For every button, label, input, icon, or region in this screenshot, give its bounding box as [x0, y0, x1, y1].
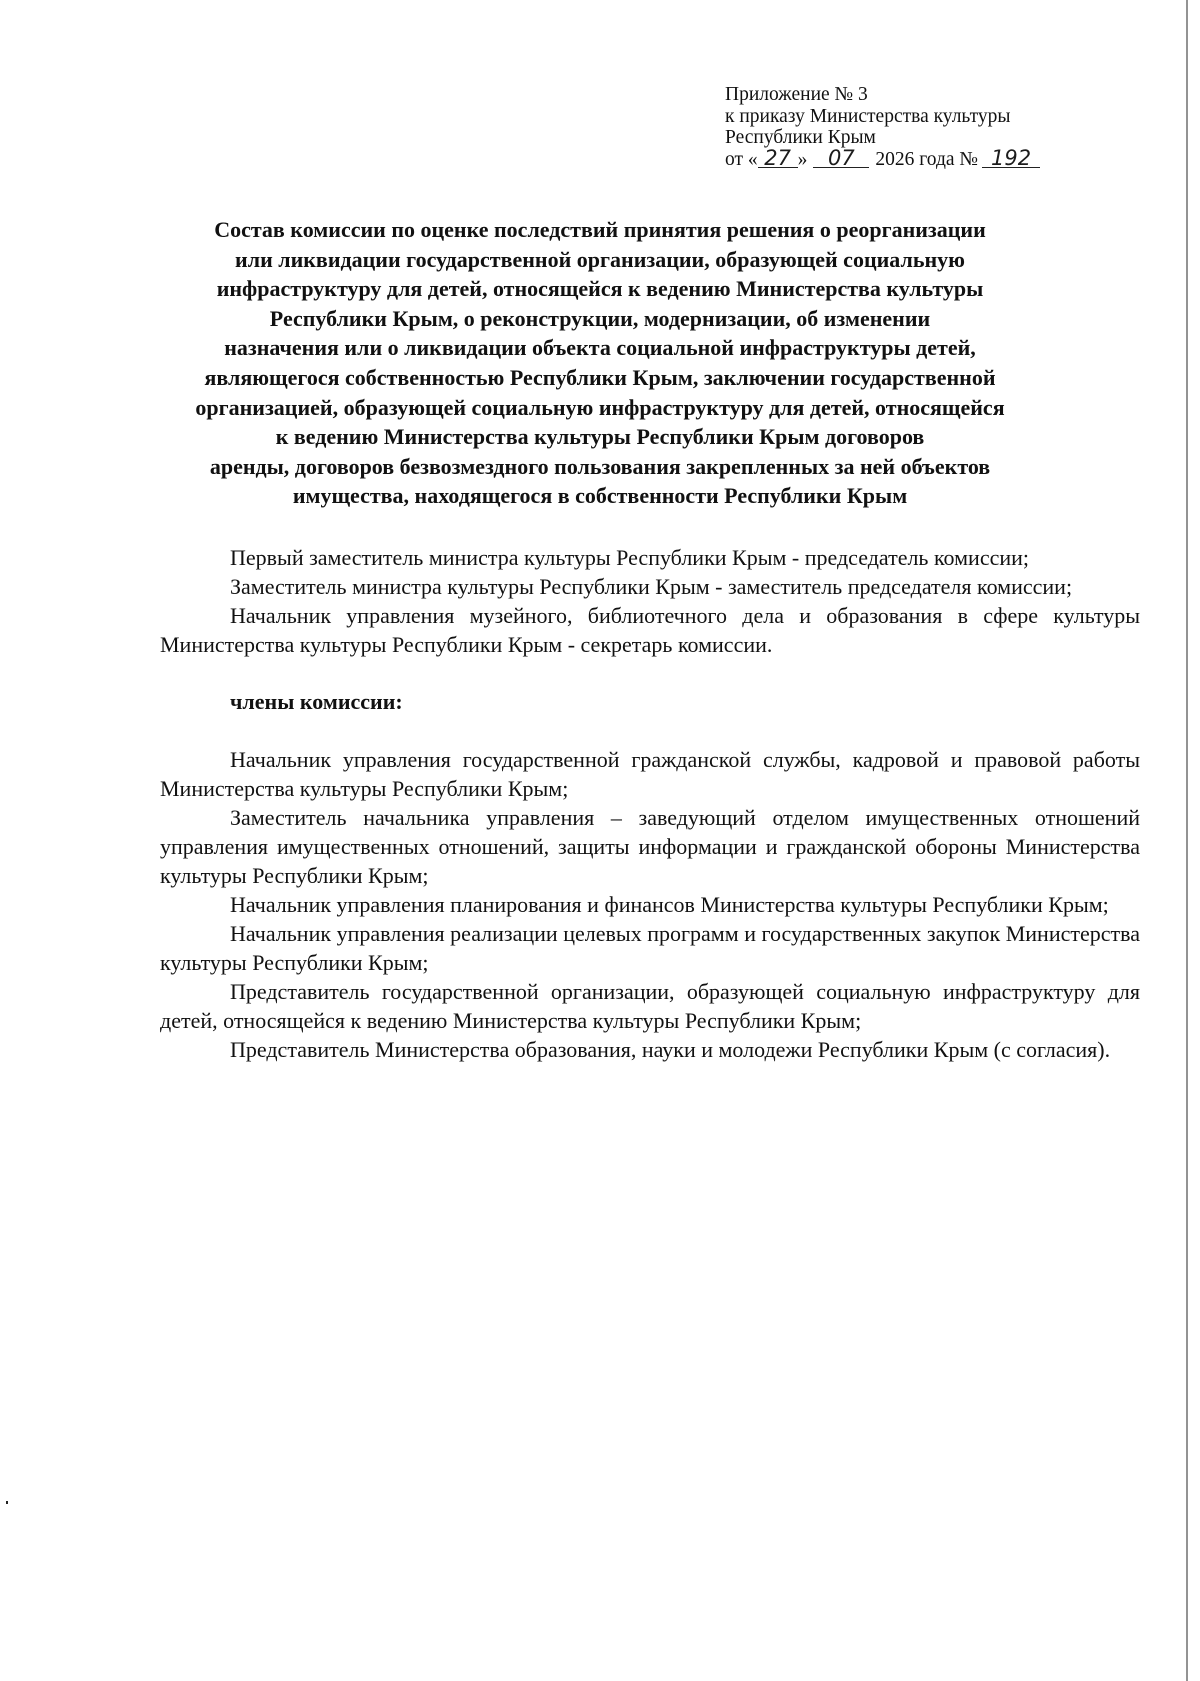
document-title: [150, 215, 1050, 511]
appendix-order-ref: к приказу Министерства культуры: [725, 105, 1011, 127]
secretary-paragraph: Начальник управления музейного, библиотечного дела и образования в сфере культуры Министерства культуры Республики Крым - секретарь комиссии.: [160, 603, 1140, 657]
member-paragraph: Начальник управления планирования и финансов Министерства культуры Республики Крым;: [230, 892, 1109, 917]
chairman-paragraph: Первый заместитель министра культуры Республики Крым - председатель комиссии;: [230, 545, 1030, 570]
member-paragraph: Начальник управления государственной гражданской службы, кадровой и правовой работы Министерства культуры Республики Крым;: [160, 747, 1140, 801]
scan-speck: [6, 1501, 8, 1504]
title-line: назначения или о ликвидации объекта социальной инфраструктуры детей,: [224, 335, 976, 361]
date-day-handwritten: 27: [758, 149, 798, 168]
spacer: [160, 659, 1140, 687]
title-line: Республики Крым, о реконструкции, модернизации, об изменении: [269, 305, 931, 331]
title-line: имущества, находящегося в собственности Республики Крым: [292, 483, 908, 509]
title-line: организацией, образующей социальную инфраструктуру для детей, относящейся: [195, 394, 1005, 420]
appendix-number: Приложение № 3: [725, 84, 868, 105]
title-line: или ликвидации государственной организации, образующей социальную: [235, 246, 965, 272]
appendix-republic: Республики Крым: [725, 127, 876, 148]
title-line: к ведению Министерства культуры Республики Крым договоров: [275, 424, 925, 450]
date-prefix: от «: [725, 148, 758, 170]
deputy-chairman-paragraph: Заместитель министра культуры Республики Крым - заместитель председателя комиссии;: [230, 574, 1073, 599]
member-paragraph: Начальник управления реализации целевых программ и государственных закупок Министерства культуры Республики Крым;: [160, 921, 1140, 975]
document-body: [160, 543, 1140, 1064]
date-month-handwritten: 07: [813, 149, 869, 168]
member-paragraph: Заместитель начальника управления – заведующий отделом имущественных отношений управления имущественных отношений, защиты информации и гражданской обороны Министерства культуры Республики Крым;: [160, 805, 1140, 888]
title-line: являющегося собственностью Республики Крым, заключении государственной: [204, 364, 996, 390]
appendix-date-line: [725, 145, 1125, 171]
member-paragraph: Представитель Министерства образования, науки и молодежи Республики Крым (с согласия).: [230, 1037, 1111, 1062]
spacer: [160, 716, 1140, 745]
title-line: аренды, договоров безвозмездного пользования закрепленных за ней объектов: [209, 453, 991, 479]
title-line: инфраструктуру для детей, относящейся к ведению Министерства культуры: [216, 276, 984, 302]
date-year-text: 2026 года №: [875, 148, 979, 170]
appendix-header: [725, 84, 1125, 170]
members-heading: члены комиссии:: [230, 689, 403, 714]
member-paragraph: Представитель государственной организации, образующей социальную инфраструктуру для детей, относящейся к ведению Министерства культуры Республики Крым;: [160, 979, 1140, 1033]
title-line: Состав комиссии по оценке последствий принятия решения о реорганизации: [214, 217, 986, 242]
scan-edge-line: [1186, 0, 1188, 1681]
order-number-handwritten: 192: [982, 149, 1040, 168]
date-mid: »: [797, 148, 808, 170]
